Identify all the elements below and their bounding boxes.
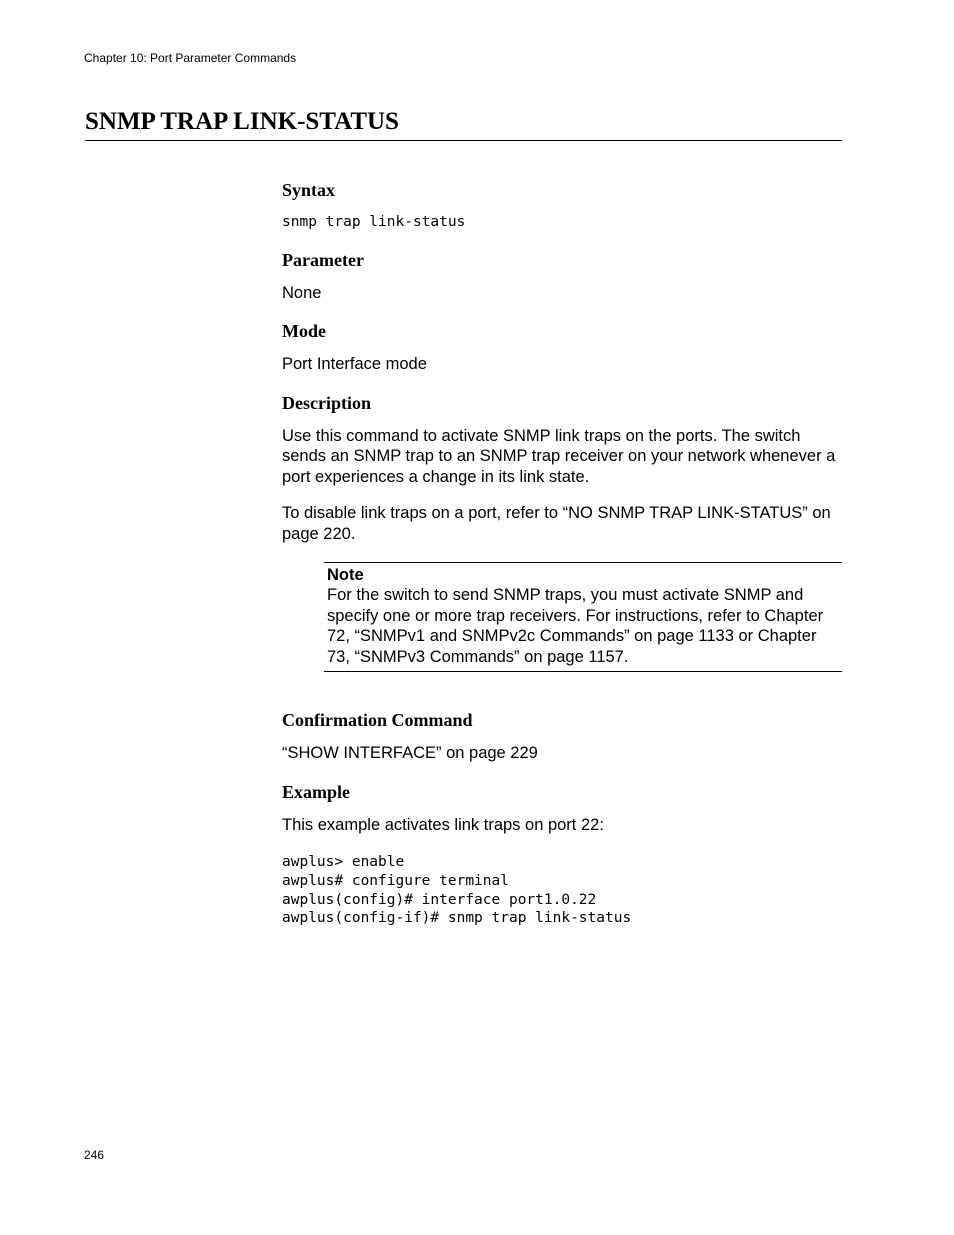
example-text: This example activates link traps on port 22:	[282, 815, 604, 834]
parameter-text: None	[282, 283, 322, 302]
example-code	[282, 853, 842, 928]
main-content	[282, 178, 842, 944]
note-label: Note	[327, 566, 364, 585]
mode-heading: Mode	[282, 321, 326, 342]
description-paragraph-2: To disable link traps on a port, refer to “NO SNMP TRAP LINK-STATUS” on page 220.	[282, 504, 831, 543]
note-box	[324, 562, 842, 672]
example-heading: Example	[282, 781, 351, 802]
running-header: Chapter 10: Port Parameter Commands	[84, 51, 297, 65]
code-line: awplus(config)# interface port1.0.22	[282, 891, 597, 908]
page-number: 246	[84, 1148, 105, 1162]
code-line: awplus(config-if)# snmp trap link-status	[282, 910, 632, 927]
description-heading: Description	[282, 392, 371, 413]
code-line: awplus# configure terminal	[282, 872, 509, 889]
parameter-heading: Parameter	[282, 249, 364, 270]
confirmation-text: “SHOW INTERFACE” on page 229	[282, 744, 538, 763]
confirmation-heading: Confirmation Command	[282, 710, 473, 731]
description-paragraph-1: Use this command to activate SNMP link traps on the ports. The switch sends an SNMP trap to an SNMP trap receiver on your network whenever a port experiences a change in its link state.	[282, 426, 836, 486]
syntax-heading: Syntax	[282, 180, 336, 200]
mode-text: Port Interface mode	[282, 355, 427, 374]
page-title: SNMP TRAP LINK-STATUS	[85, 106, 842, 141]
code-line: awplus> enable	[282, 854, 405, 871]
syntax-code: snmp trap link-status	[282, 214, 466, 230]
note-text: For the switch to send SNMP traps, you must activate SNMP and specify one or more trap receivers. For instructions, refer to Chapter 72, “SNMPv1 and SNMPv2c Commands” on page 1133 or Chapter 73, “SNMPv3 Commands” on page 1157.	[327, 586, 824, 666]
